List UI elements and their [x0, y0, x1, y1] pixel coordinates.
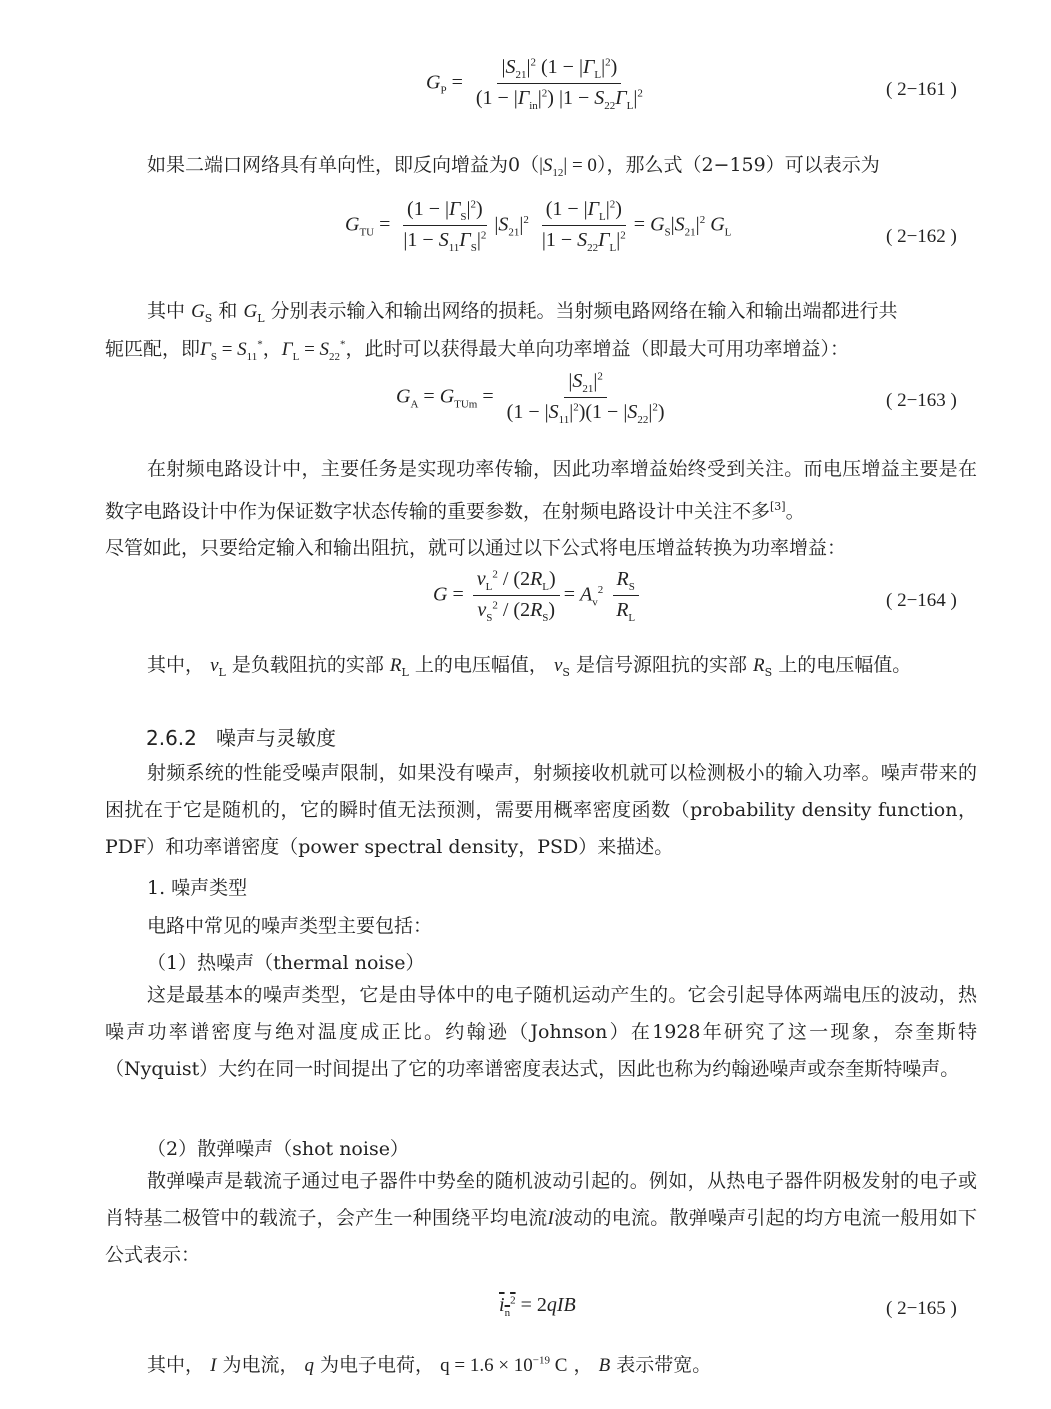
text-run: 和 [218, 300, 238, 322]
subheading-thermal-noise: （1）热噪声（thermal noise） [147, 952, 425, 974]
text-run: 轭匹配，即 [105, 338, 201, 360]
equation-number: ( 2−162 ) [886, 226, 957, 247]
text-run: 其中， [147, 654, 205, 676]
text-run: 是负载阻抗的实部 [231, 654, 384, 676]
text-run: 散弹噪声是载流子通过电子器件中势垒的随机波动引起的。例如，从热电子器件阴极发射的电子或肖特基二极管中的载流子，会产生一种围绕平均电流 [105, 1170, 977, 1229]
text-run: 如果二端口网络具有单向性，即反向增益为0（ [147, 154, 540, 176]
text-run: 其中， [147, 1354, 205, 1376]
equation-number: ( 2−161 ) [886, 79, 957, 100]
list-item-noise-types: 1. 噪声类型 [147, 877, 248, 899]
equation-2-164 [0, 568, 1051, 638]
section-heading [146, 722, 336, 751]
equation-body: $G_{TU}$ = $\frac{(1 - |\Gamma_S|^2)}{|1 - S_{11}\Gamma_S|^2}$ $|S_{21}|^2$ $\frac{(1 - |\Gamma_L|^2)}{|1 - S_{22}\Gamma_L|^2}$ = $G_S|S_{21}|^2$ $G_L$ [345, 198, 732, 254]
text-run: 分别表示输入和输出网络的损耗。当射频电路网络在输入和输出端都进行共 [270, 300, 898, 322]
text-run: 上的电压幅值。 [778, 654, 912, 676]
charge-unit: C [550, 1355, 568, 1376]
text-run: 。 [785, 500, 805, 523]
equation-body: $G_P$ = $\frac{|S_{21}|^2 (1 - |\Gamma_L|^2)}{(1 - |\Gamma_{in}|^2) |1 - S_{22}\Gamma_L|^2}$ [426, 56, 643, 112]
paragraph-noise-intro: 射频系统的性能受噪声限制，如果没有噪声，射频接收机就可以检测极小的输入功率。噪声带来的困扰在于它是随机的，它的瞬时值无法预测，需要用概率密度函数（probability density function，PDF）和功率谱密度（power spectral density，PSD）来描述。 [105, 762, 977, 858]
charge-value: q = 1.6 × 10 [440, 1355, 533, 1376]
text-run: 为电子电荷， [320, 1354, 435, 1376]
equation-number: ( 2−165 ) [886, 1298, 957, 1319]
paragraph-shot-noise: 散弹噪声是载流子通过电子器件中势垒的随机波动引起的。例如，从热电子器件阴极发射的电子或肖特基二极管中的载流子，会产生一种围绕平均电流I波动的电流。散弹噪声引起的均方电流一般用如下公式表示： [105, 1170, 977, 1266]
equation-2-162 [0, 196, 1051, 282]
paragraph-thermal-noise: 这是最基本的噪声类型，它是由导体中的电子随机运动产生的。它会引起导体两端电压的波动，热噪声功率谱密度与绝对温度成正比。约翰逊（Johnson）在1928年研究了这一现象，奈奎斯特（Nyquist）大约在同一时间提出了它的功率谱密度表达式，因此也称为约翰逊噪声或奈奎斯特噪声。 [105, 984, 977, 1080]
text-run: 上的电压幅值， [414, 654, 548, 676]
paragraph-voltage-amplitude: 其中， $v_L$ 是负载阻抗的实部 $R_L$ 上的电压幅值， $v_S$ 是信号源阻抗的实部 $R_S$ 上的电压幅值。 [147, 654, 912, 679]
section-title: 噪声与灵敏度 [215, 726, 336, 750]
equation-body: $G_A = G_{TUm}$ = $\frac{|S_{21}|^2}{(1 - |S_{11}|^2)(1 - |S_{22}|^2)}$ [396, 370, 665, 426]
text-run: 为电流， [222, 1354, 299, 1376]
text-run: ），那么式（2−159）可以表示为 [596, 154, 880, 176]
subheading-shot-noise: （2）散弹噪声（shot noise） [147, 1138, 409, 1160]
equation-number: ( 2−163 ) [886, 390, 957, 411]
equation-body: G = $\frac{v_L^2 / (2R_L)}{v_S^2 / (2R_S)}$ = $A_v^2$ $\frac{R_S}{R_L}$ [433, 568, 643, 624]
paragraph-unilateral: 如果二端口网络具有单向性，即反向增益为$0(|S_{12}| = 0)$，那么式（2−159）可以表示为 [147, 154, 880, 179]
equation-2-165 [0, 1292, 1051, 1332]
text-run: 波动的电流。散弹噪声引起的均方电流一般用如下公式表示： [105, 1207, 977, 1266]
equation-body: $i_n^2 = 2qIB$ [499, 1294, 576, 1319]
paragraph-conjugate-line1: 其中 $G_S$ 和 $G_L$ 分别表示输入和输出网络的损耗。当射频电路网络在输入和输出端都进行共 [147, 300, 898, 325]
text-run: 在射频电路设计中，主要任务是实现功率传输，因此功率增益始终受到关注。而电压增益主要是在数字电路设计中作为保证数字状态传输的重要参数，在射频电路设计中关注不多 [105, 458, 977, 523]
paragraph-common-noise: 电路中常见的噪声类型主要包括： [147, 915, 433, 937]
paragraph-voltage-gain [105, 451, 977, 567]
equation-2-161 [0, 52, 1051, 134]
equation-2-163 [0, 368, 1051, 448]
section-number: 2.6.2 [146, 726, 197, 750]
equation-number: ( 2−164 ) [886, 590, 957, 611]
citation-ref[interactable]: [3] [770, 500, 786, 513]
text-run: 表示带宽。 [616, 1354, 712, 1376]
text-run: 是信号源阻抗的实部 [575, 654, 747, 676]
text-run: 尽管如此，只要给定输入和输出阻抗，就可以通过以下公式将电压增益转换为功率增益： [105, 537, 847, 560]
charge-exponent: −19 [532, 1354, 551, 1367]
text-run: 其中 [147, 300, 186, 322]
text-run: ，此时可以获得最大单向功率增益（即最大可用功率增益）： [345, 338, 850, 360]
paragraph-definitions: 其中， I 为电流， q 为电子电荷， $q = 1.6 \times 10^{-19}$ C ， B 表示带宽。 [147, 1354, 712, 1376]
text-run: ， [573, 1354, 593, 1376]
paragraph-conjugate-line2: 轭匹配，即$\Gamma_S = S_{11}^*$，$\Gamma_L = S_{22}^*$，此时可以获得最大单向功率增益（即最大可用功率增益）： [105, 338, 850, 363]
